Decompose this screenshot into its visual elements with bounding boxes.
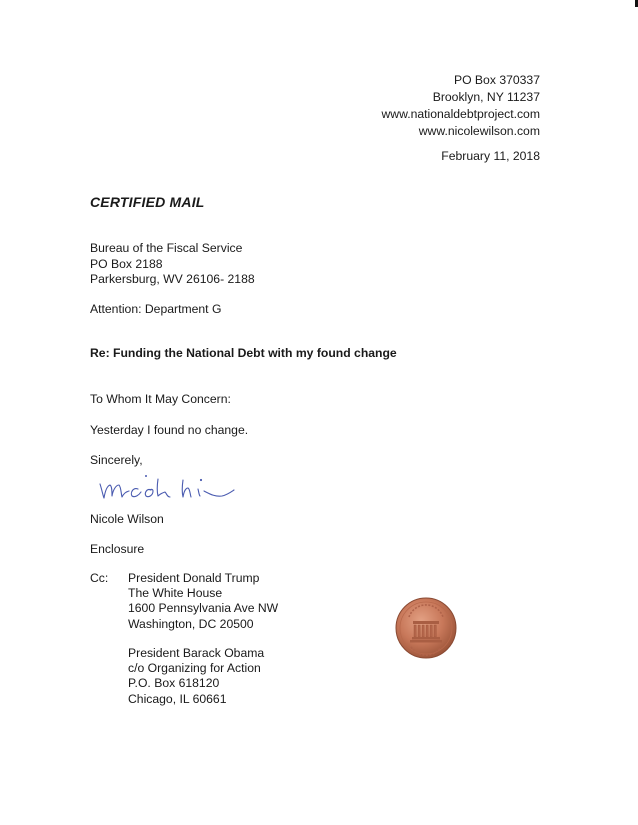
- cc-recipient-line3: P.O. Box 618120: [128, 676, 220, 691]
- recipient-address-block: [90, 241, 255, 288]
- penny-coin-image: [395, 597, 457, 659]
- cc-recipient-line4: Washington, DC 20500: [128, 616, 254, 631]
- recipient-line2: PO Box 2188: [90, 256, 163, 271]
- cc-recipient-block: [128, 646, 264, 707]
- signer-name: Nicole Wilson: [90, 512, 164, 526]
- sender-website-1: www.nationaldebtproject.com: [381, 107, 540, 121]
- salutation: To Whom It May Concern:: [90, 392, 231, 406]
- cc-recipient-name: President Barack Obama: [128, 646, 265, 660]
- recipient-line3: Parkersburg, WV 26106- 2188: [90, 272, 255, 286]
- sender-address-line2: Brooklyn, NY 11237: [432, 90, 540, 104]
- cc-recipient-name: President Donald Trump: [128, 571, 260, 585]
- attention-line: Attention: Department G: [90, 302, 222, 316]
- sender-address-line1: PO Box 370337: [453, 73, 540, 87]
- subject-line: Re: Funding the National Debt with my found change: [90, 346, 397, 360]
- letter-date: February 11, 2018: [441, 149, 540, 163]
- cc-recipient-line4: Chicago, IL 60661: [128, 691, 227, 706]
- cc-recipient-block: [128, 571, 278, 632]
- body-paragraph: Yesterday I found no change.: [90, 423, 249, 437]
- handwritten-signature: [95, 458, 245, 504]
- cc-label: Cc:: [90, 571, 109, 585]
- enclosure-note: Enclosure: [90, 542, 145, 556]
- recipient-name: Bureau of the Fiscal Service: [90, 241, 243, 255]
- cc-recipient-line2: c/o Organizing for Action: [128, 661, 261, 676]
- closing: Sincerely,: [90, 453, 143, 467]
- cc-recipient-line2: The White House: [128, 586, 223, 601]
- sender-address-block: [381, 72, 540, 140]
- sender-website-2: www.nicolewilson.com: [418, 124, 540, 138]
- cc-recipient-line3: 1600 Pennsylvania Ave NW: [128, 601, 279, 616]
- certified-mail-heading: CERTIFIED MAIL: [90, 194, 205, 210]
